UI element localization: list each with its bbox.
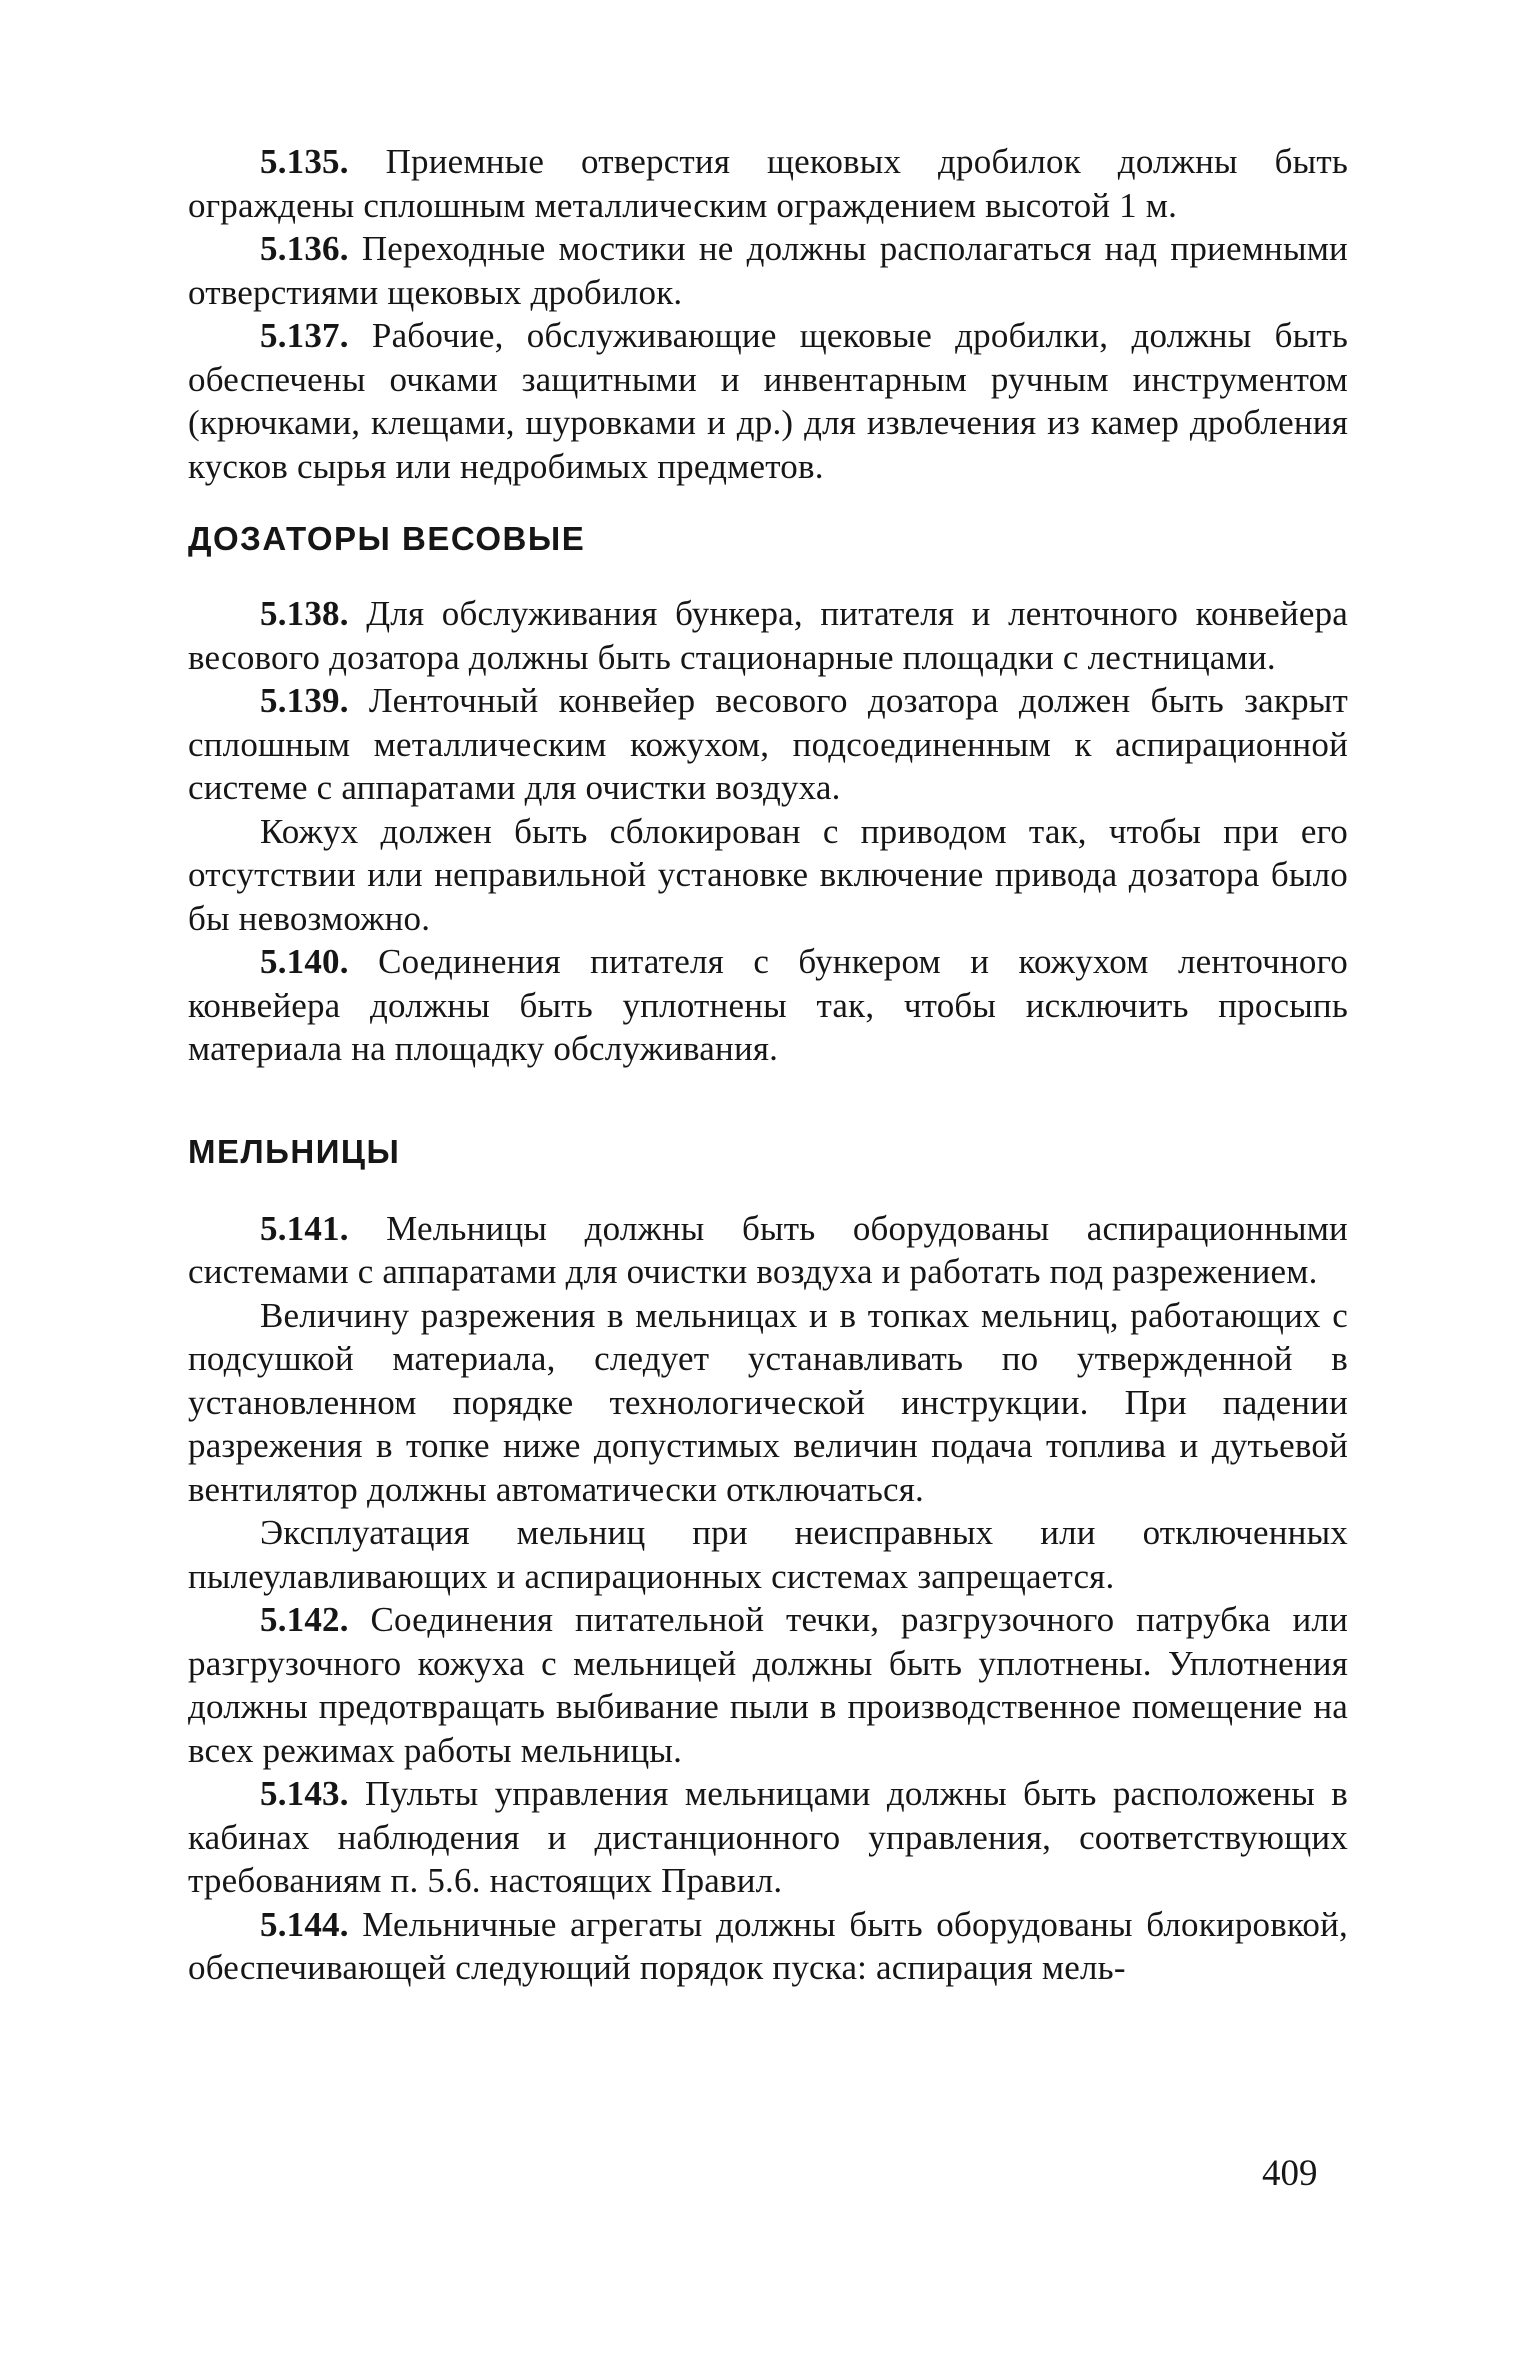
clause-text: Для обслуживания бункера, питателя и ленточного конвейера весового дозатора должны быть стационарные площадки с лестницами. [188, 594, 1348, 677]
paragraph-5-141-vacuum [188, 1294, 1348, 1512]
clause-number: 5.137. [260, 316, 349, 355]
clause-text: Соединения питателя с бункером и кожухом ленточного конвейера должны быть уплотнены так, чтобы исключить просыпь материала на площадку обслуживания. [188, 942, 1348, 1068]
page-number: 409 [1262, 2153, 1318, 2194]
paragraph-5-144 [188, 1903, 1348, 1990]
paragraph-5-137 [188, 314, 1348, 488]
clause-text: Пульты управления мельницами должны быть расположены в кабинах наблюдения и дистанционного управления, соответствующих требованиям п. 5.6. настоящих Правил. [188, 1774, 1348, 1900]
clause-number: 5.136. [260, 229, 349, 268]
clause-number: 5.135. [260, 142, 349, 181]
clause-number: 5.139. [260, 681, 349, 720]
section-heading-mills: МЕЛЬНИЦЫ [188, 1132, 401, 1170]
paragraph-5-142 [188, 1598, 1348, 1772]
clause-number: 5.142. [260, 1600, 349, 1639]
paragraph-5-140 [188, 940, 1348, 1071]
clause-number: 5.144. [260, 1904, 349, 1944]
page-body [188, 140, 1348, 1990]
paragraph-5-135 [188, 140, 1348, 227]
paragraph-5-143 [188, 1772, 1348, 1903]
clause-text: Переходные мостики не должны располагаться над приемными отверстиями щековых дробилок. [188, 229, 1348, 312]
clause-text: Кожух должен быть сблокирован с приводом так, чтобы при его отсутствии или неправильной установке включение привода дозатора было бы невозможно. [188, 811, 1348, 938]
paragraph-5-141 [188, 1207, 1348, 1294]
paragraph-5-138 [188, 592, 1348, 679]
paragraph-5-141-operation [188, 1511, 1348, 1598]
clause-text: Эксплуатация мельниц при неисправных или отключенных пылеулавливающих и аспирационных системах запрещается. [188, 1513, 1348, 1596]
clause-number: 5.143. [260, 1774, 349, 1813]
clause-text: Мельничные агрегаты должны быть оборудованы блокировкой, обеспечивающей следующий порядок пуска: аспирация мель- [188, 1904, 1348, 1987]
clause-text: Величину разрежения в мельницах и в топках мельниц, работающих с подсушкой материала, следует устанавливать по утвержденной в установленном порядке технологической инструкции. При падении разрежения в топке ниже допустимых величин подача топлива и дутьевой вентилятор должны автоматически отключаться. [188, 1295, 1348, 1509]
clause-text: Ленточный конвейер весового дозатора должен быть закрыт сплошным металлическим кожухом, подсоединенным к аспирационной системе с аппаратами для очистки воздуха. [188, 681, 1348, 807]
clause-number: 5.140. [260, 942, 349, 981]
clause-number: 5.138. [260, 594, 349, 633]
section-heading-weighing-dispensers: ДОЗАТОРЫ ВЕСОВЫЕ [188, 520, 586, 557]
paragraph-5-136 [188, 227, 1348, 314]
clause-text: Мельницы должны быть оборудованы аспирационными системами с аппаратами для очистки воздуха и работать под разрежением. [188, 1208, 1348, 1291]
clause-number: 5.141. [260, 1208, 349, 1248]
clause-text: Рабочие, обслуживающие щековые дробилки, должны быть обеспечены очками защитными и инвентарным ручным инструментом (крючками, клещами, шуровками и др.) для извлечения из камер дробления кусков сырья или недробимых предметов. [188, 316, 1348, 486]
paragraph-5-139 [188, 679, 1348, 810]
clause-text: Соединения питательной течки, разгрузочного патрубка или разгрузочного кожуха с мельницей должны быть уплотнены. Уплотнения должны предотвращать выбивание пыли в производственное помещение на всех режимах работы мельницы. [188, 1600, 1348, 1770]
clause-text: Приемные отверстия щековых дробилок должны быть ограждены сплошным металлическим ограждением высотой 1 м. [188, 142, 1348, 225]
paragraph-5-139-continued [188, 810, 1348, 941]
